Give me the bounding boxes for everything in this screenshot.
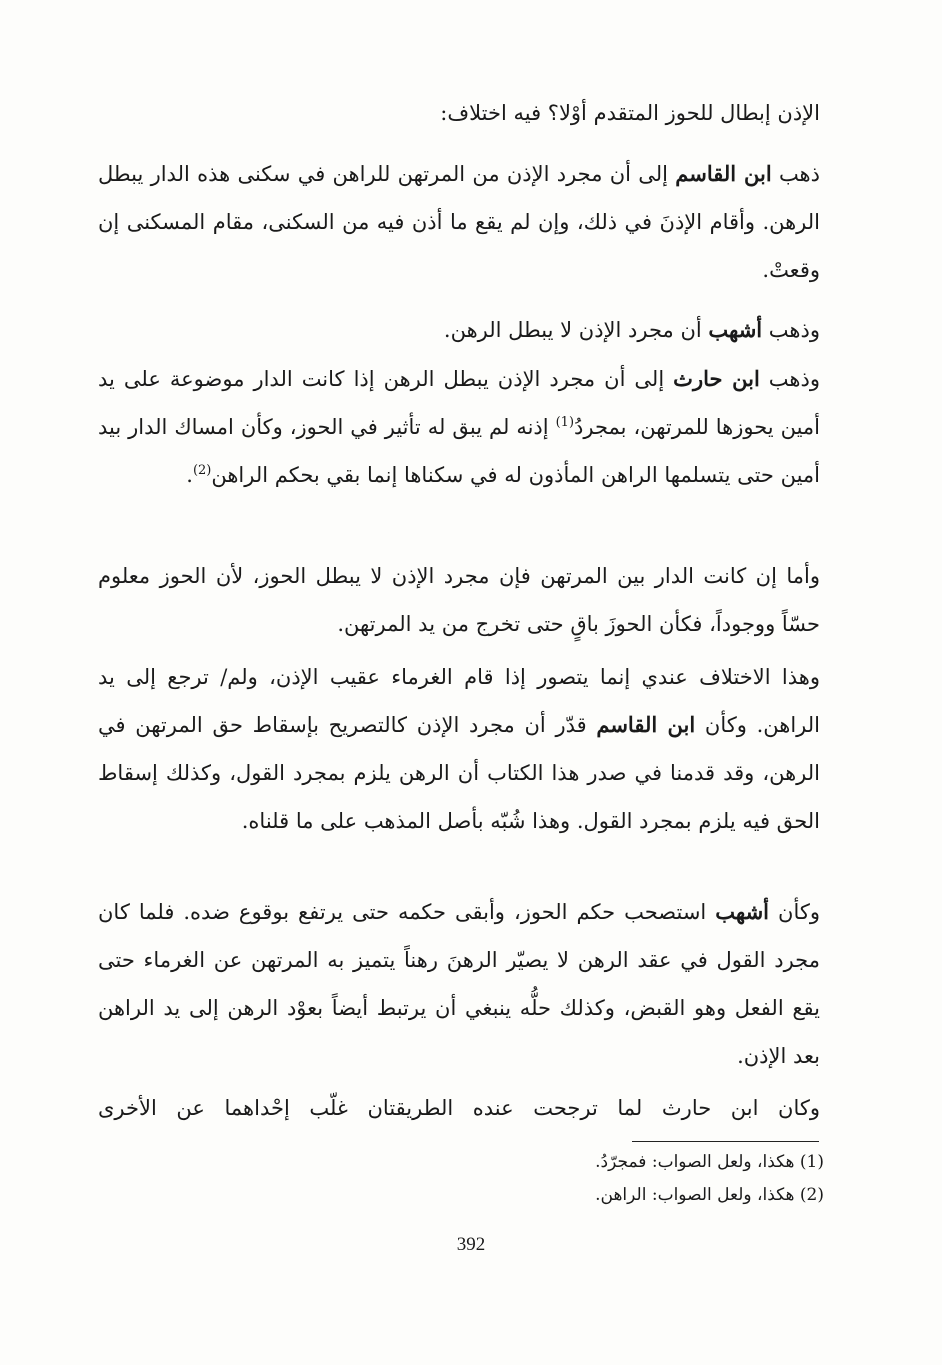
paragraph-text: أن مجرد الإذن لا يبطل الرهن.	[443, 318, 709, 342]
page-number: 392	[456, 1234, 486, 1255]
paragraph-text: استصحب حكم الحوز، وأبقى حكمه حتى يرتفع بوقوع ضده. فلما كان مجرد القول في عقد الرهن لا يصيّر الرهنَ رهناً يتميز به المرتهن عن الغرماء حتى يقع الفعل وهو القبض، وكذلك حلُّه ينبغي أن يرتبط أيضاً بعوْد الرهن إلى يد الراهن بعد الإذن.	[98, 900, 820, 1068]
footnote-separator	[632, 1141, 819, 1142]
paragraph-text: وذهب	[759, 367, 820, 391]
paragraph-hawz	[98, 552, 820, 648]
paragraph-ashhab	[98, 306, 820, 354]
paragraph-ibn-harith	[98, 355, 820, 499]
paragraph-text: وهذا الاختلاف عندي إنما يتصور إذا قام الغرماء عقيب الإذن، ولم/ ترجع إلى يد الراهن. وكأن	[98, 665, 821, 737]
paragraph-text: إلى أن مجرد الإذن من المرتهن للراهن في سكنى هذه الدار يبطل الرهن. وأقام الإذنَ في ذلك، وإن لم يقع ما أذن فيه من السكنى، مقام المسكنى إن وقعتْ.	[98, 162, 820, 282]
paragraph-text: قدّر أن مجرد الإذن كالتصريح بإسقاط حق المرتهن في الرهن، وقد قدمنا في صدر هذا الكتاب أن الرهن يلزم بمجرد القول، وكذلك إسقاط الحق فيه يلزم بمجرد القول. وهذا شُبّه بأصل المذهب على ما قلناه.	[98, 713, 820, 833]
footnote-marker: (1)	[555, 415, 575, 430]
scholar-name: ابن القاسم	[596, 712, 696, 737]
paragraph-ibn-qasim	[98, 150, 820, 294]
paragraph-text: وأما إن كانت الدار بين المرتهن فإن مجرد الإذن لا يبطل الحوز، لأن الحوز معلوم حسّاً ووجوداً، فكأن الحوزَ باقٍ حتى تخرج من يد المرتهن.	[98, 564, 820, 636]
paragraph-text: إذنه لم يبق له تأثير في الحوز، وكأن امساك الدار بيد أمين حتى يتسلمها الراهن المأذون له في سكناها إنما بقي بحكم الراهن	[98, 415, 820, 487]
paragraph-text: الإذن إبطال للحوز المتقدم أوْلا؟ فيه اختلاف:	[440, 101, 820, 125]
scholar-name: أشهب	[715, 899, 770, 924]
scholar-name: ابن حارث	[673, 366, 760, 391]
paragraph-last-line	[98, 1084, 820, 1132]
paragraph-text: وكأن	[769, 900, 820, 924]
paragraph-text: وكان ابن حارث لما ترجحت عنده الطريقتان غلّب إحْداهما عن الأخرى	[98, 1096, 820, 1120]
footnote-1	[124, 1147, 824, 1177]
paragraph-text: ذهب	[771, 162, 820, 186]
paragraph-text: إلى أن مجرد الإذن يبطل الرهن إذا كانت الدار موضوعة على يد أمين يحوزها للمرتهن، بمجردُ	[98, 367, 820, 439]
paragraph-text: وذهب	[762, 318, 820, 342]
paragraph-ashhab-istishab	[98, 888, 820, 1080]
scholar-name: ابن القاسم	[675, 161, 772, 186]
paragraph-ikhtilaf	[98, 653, 820, 845]
footnote-text: (2) هكذا، ولعل الصواب: الراهن.	[595, 1185, 824, 1205]
paragraph-intro	[98, 89, 820, 137]
footnote-text: (1) هكذا، ولعل الصواب: فمجرّدُ.	[595, 1152, 824, 1172]
footnote-marker: (2)	[192, 463, 212, 478]
scholar-name: أشهب	[708, 317, 763, 342]
paragraph-text: .	[186, 463, 193, 487]
footnote-2	[124, 1180, 824, 1210]
